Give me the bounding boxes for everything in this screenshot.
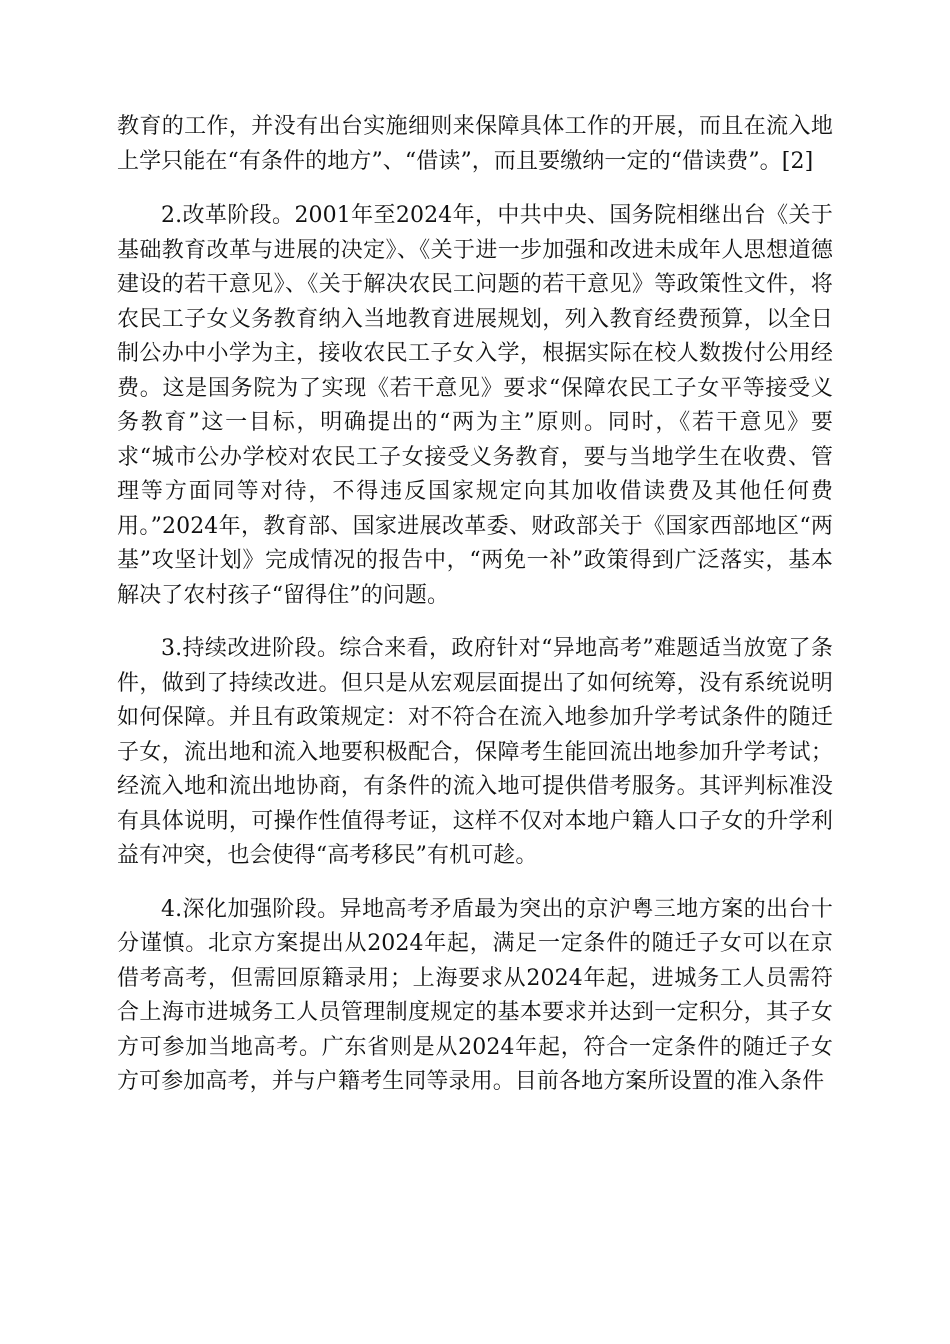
paragraph-continuous-improvement-stage: 3.持续改进阶段。综合来看，政府针对“异地高考”难题适当放宽了条件，做到了持续改进。但只是从宏观层面提出了如何统筹，没有系统说明如何保障。并且有政策规定：对不符合在流入地参加升学考试条件的随迁子女，流出地和流入地要积极配合，保障考生能回流出地参加升学考试；经流入地和流出地协商，有条件的流入地可提供借考服务。其评判标准没有具体说明，可操作性值得考证，这样不仅对本地户籍人口子女的升学利益有冲突，也会使得“高考移民”有机可趁。 bbox=[117, 636, 833, 868]
document-page bbox=[117, 110, 833, 1119]
paragraph-continuation: 教育的工作，并没有出台实施细则来保障具体工作的开展，而且在流入地上学只能在“有条件的地方”、“借读”，而且要缴纳一定的“借读费”。[2] bbox=[117, 114, 833, 174]
paragraph-reform-stage: 2.改革阶段。2001年至2024年，中共中央、国务院相继出台《关于基础教育改革与进展的决定》、《关于进一步加强和改进未成年人思想道德建设的若干意见》、《关于解决农民工问题的若干意见》等政策性文件，将农民工子女义务教育纳入当地教育进展规划，列入教育经费预算，以全日制公办中小学为主，接收农民工子女入学，根据实际在校人数拨付公用经费。这是国务院为了实现《若干意见》要求“保障农民工子女平等接受义务教育”这一目标，明确提出的“两为主”原则。同时，《若干意见》要求“城市公办学校对农民工子女接受义务教育，要与当地学生在收费、管理等方面同等对待，不得违反国家规定向其加收借读费及其他任何费用。”2024年，教育部、国家进展改革委、财政部关于《国家西部地区“两基”攻坚计划》完成情况的报告中，“两免一补”政策得到广泛落实，基本解决了农村孩子“留得住”的问题。 bbox=[117, 203, 833, 608]
paragraph-deepening-stage: 4.深化加强阶段。异地高考矛盾最为突出的京沪粤三地方案的出台十分谨慎。北京方案提出从2024年起，满足一定条件的随迁子女可以在京借考高考，但需回原籍录用；上海要求从2024年起，进城务工人员需符合上海市进城务工人员管理制度规定的基本要求并达到一定积分，其子女方可参加当地高考。广东省则是从2024年起，符合一定条件的随迁子女方可参加高考，并与户籍考生同等录用。目前各地方案所设置的准入条件 bbox=[117, 896, 833, 1094]
